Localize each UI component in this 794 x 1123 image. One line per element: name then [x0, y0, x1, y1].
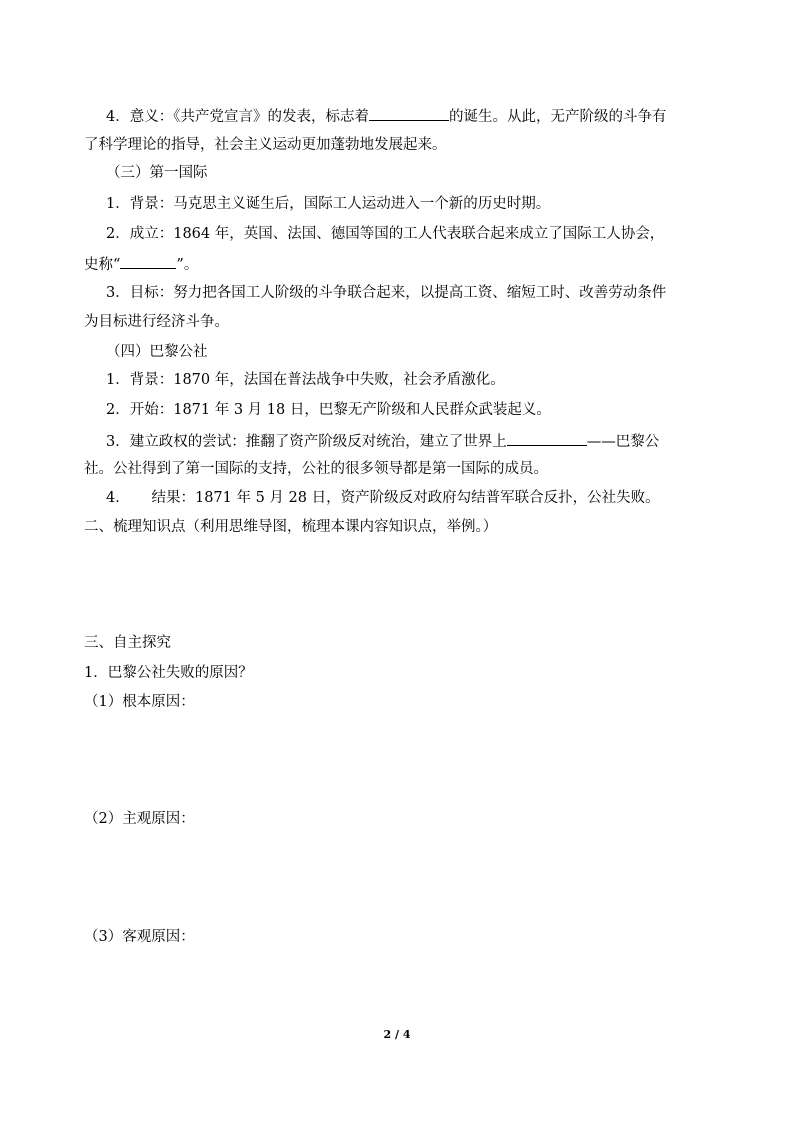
- question-1: 1．巴黎公社失败的原因？: [84, 665, 253, 681]
- paris-result: 4． 结果：1871 年 5 月 28 日，资产阶级反对政府勾结普军联合反扑，公社失败。: [106, 490, 660, 506]
- intl-founding-line-2: [84, 253, 724, 275]
- paris-regime-line-1: [106, 430, 746, 452]
- section-4-title: （四）巴黎公社: [106, 344, 208, 360]
- intl-background: 1．背景：马克思主义诞生后，国际工人运动进入一个新的历史时期。: [106, 196, 551, 212]
- text-segment: ”。: [176, 257, 199, 273]
- text-segment: 的诞生。从此，无产阶级的斗争有: [448, 109, 667, 125]
- text-segment: 史称“: [84, 257, 121, 273]
- intl-goal-line-2: 为目标进行经济斗争。: [84, 314, 229, 330]
- fill-blank[interactable]: [369, 105, 449, 121]
- fill-blank[interactable]: [507, 430, 587, 446]
- q1-subjective-cause: （2）主观原因：: [84, 811, 195, 827]
- paris-start: 2．开始：1871 年 3 月 18 日，巴黎无产阶级和人民群众武装起义。: [106, 402, 551, 418]
- section-3-title: （三）第一国际: [106, 165, 208, 181]
- part-2-title: 二、梳理知识点（利用思维导图，梳理本课内容知识点，举例。）: [84, 519, 498, 535]
- paris-background: 1．背景：1870 年，法国在普法战争中失败，社会矛盾激化。: [106, 372, 505, 388]
- page-number: 2 / 4: [383, 1028, 411, 1041]
- intl-founding-line-1: 2．成立：1864 年，英国、法国、德国等国的工人代表联合起来成立了国际工人协会，: [106, 226, 665, 242]
- q1-objective-cause: （3）客观原因：: [84, 929, 195, 945]
- part-3-title: 三、自主探究: [84, 635, 171, 651]
- intl-goal-line-1: 3．目标：努力把各国工人阶级的斗争联合起来，以提高工资、缩短工时、改善劳动条件: [106, 285, 667, 301]
- fill-blank[interactable]: [120, 253, 176, 269]
- paris-regime-line-2: 社。公社得到了第一国际的支持，公社的很多领导都是第一国际的成员。: [84, 461, 548, 477]
- text-segment: 3．建立政权的尝试：推翻了资产阶级反对统治，建立了世界上: [106, 434, 507, 450]
- q1-root-cause: （1）根本原因：: [84, 694, 195, 710]
- text-segment: ——巴黎公: [586, 434, 660, 450]
- significance-line-2: 了科学理论的指导，社会主义运动更加蓬勃地发展起来。: [84, 137, 447, 153]
- text-segment: 4．意义：《共产党宣言》的发表，标志着: [106, 109, 369, 125]
- significance-line-1: [106, 105, 746, 127]
